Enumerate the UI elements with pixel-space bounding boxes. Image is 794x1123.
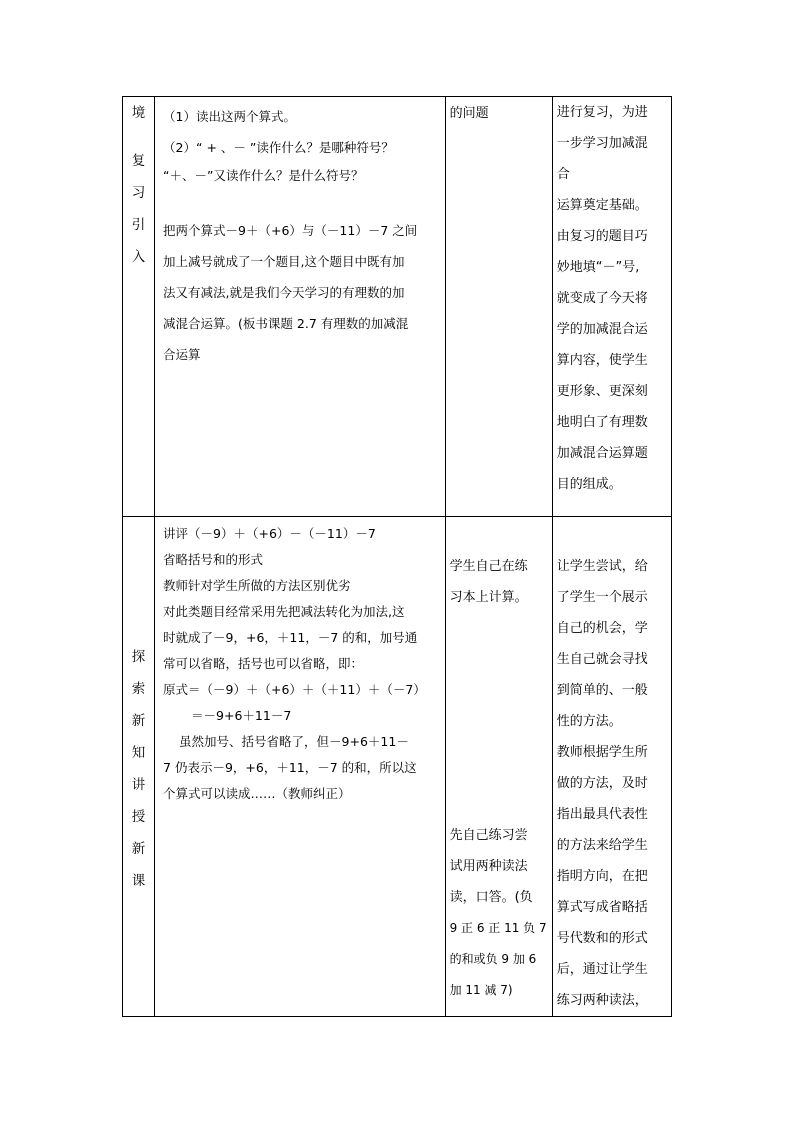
text-line: （1）读出这两个算式。 — [163, 109, 297, 124]
stage-label-char: 习 — [131, 185, 146, 201]
stage-label-char: 复 — [131, 153, 146, 169]
stage-label-char: 新 — [131, 713, 146, 729]
lesson-plan-table — [122, 96, 672, 1017]
text-line: 加减混合运算题 — [556, 446, 648, 461]
stage-label-char: 索 — [131, 681, 146, 697]
text-line: 算式写成省略括 — [556, 900, 648, 915]
text-line: 号代数和的形式 — [556, 931, 648, 946]
text-line: 到简单的、一般 — [556, 683, 648, 698]
text-line: 做的方法，及时 — [556, 776, 648, 791]
stage-label-char: 引 — [131, 217, 146, 233]
text-line: 后，通过让学生 — [556, 962, 648, 977]
text-line: ＝－9+6＋11－7 — [191, 708, 292, 723]
text-line: 减混合运算。(板书课题 2.7 有理数的加减混 — [163, 316, 409, 331]
text-line: 让学生尝试，给 — [556, 559, 648, 574]
teacher-activity-cell — [155, 97, 446, 517]
text-line: 时就成了－9，+6，＋11，－7 的和，加号通 — [163, 630, 418, 645]
text-line: 性的方法。 — [556, 714, 622, 729]
text-line: 7 仍表示－9，+6，＋11，－7 的和，所以这 — [163, 760, 417, 775]
text-line: 教师根据学生所 — [556, 745, 648, 760]
text-line: 指出最具代表性 — [556, 807, 648, 822]
text-line: 由复习的题目巧 — [556, 229, 648, 244]
student-activity-cell — [445, 97, 552, 517]
text-line: 的方法来给学生 — [556, 838, 648, 853]
text-line: 加上减号就成了一个题目,这个题目中既有加 — [163, 254, 405, 269]
text-line: 地明白了有理数 — [556, 415, 648, 430]
text-line: 个算式可以读成……（教师纠正） — [163, 786, 351, 801]
text-line: 妙地填“－”号, — [556, 260, 640, 275]
text-line: 试用两种读法 — [449, 859, 528, 874]
stage-label-char: 讲 — [131, 777, 146, 793]
student-activity-cell — [445, 517, 552, 1017]
table-row — [123, 97, 672, 517]
text-line: 了学生一个展示 — [556, 590, 648, 605]
text-line: （2）“ + 、－ ”读作什么？是哪种符号？ — [163, 140, 394, 155]
text-line: 生自己就会寻找 — [556, 652, 648, 667]
stage-label-cell — [123, 97, 155, 517]
text-line: 常可以省略，括号也可以省略，即： — [163, 656, 364, 671]
text-line: 的和或负 9 加 6 — [449, 952, 537, 966]
stage-label-char: 课 — [131, 873, 146, 889]
text-line: 进行复习，为进 — [556, 105, 648, 120]
text-line: 自己的机会，学 — [556, 621, 648, 636]
text-line: 目的组成。 — [556, 477, 622, 492]
text-line: 学的加减混合运 — [556, 322, 648, 337]
text-line: 先自己练习尝 — [449, 828, 528, 843]
text-line: 指明方向，在把 — [556, 869, 648, 884]
table-row — [123, 517, 672, 1017]
text-line: 更形象、更深刻 — [556, 384, 648, 399]
text-line: 合 — [556, 167, 570, 182]
text-line: 省略括号和的形式 — [163, 552, 264, 567]
text-line: 习本上计算。 — [449, 590, 528, 605]
stage-label-char: 新 — [131, 841, 146, 857]
text-line: 合运算 — [163, 347, 201, 362]
text-line: 原式＝（－9）＋（+6）＋（＋11）＋（－7） — [163, 682, 426, 697]
text-line: 讲评（－9）＋（+6）－（－11）－7 — [163, 526, 376, 541]
text-line: 的问题 — [449, 106, 489, 121]
text-line: 练习两种读法， — [556, 993, 648, 1008]
text-line: 一步学习加减混 — [556, 136, 648, 151]
text-line: 学生自己在练 — [449, 559, 528, 574]
text-line: 法又有减法,就是我们今天学习的有理数的加 — [163, 285, 405, 300]
text-line: “＋、－”又读作什么？是什么符号？ — [163, 168, 364, 183]
stage-label-char: 探 — [131, 649, 146, 665]
text-line: 把两个算式－9＋（+6）与（－11）－7 之间 — [163, 223, 418, 238]
text-line: 算内容，使学生 — [556, 353, 648, 368]
text-line: 对此类题目经常采用先把减法转化为加法,这 — [163, 604, 405, 619]
text-line: 加 11 减 7) — [449, 983, 513, 997]
design-intent-cell — [552, 97, 671, 517]
teacher-activity-cell — [155, 517, 446, 1017]
stage-label-cell — [123, 517, 155, 1017]
stage-label-char: 知 — [131, 745, 146, 761]
stage-label-char: 授 — [131, 809, 146, 825]
text-line: 运算奠定基础。 — [556, 198, 648, 213]
text-line: 读，口答。(负 — [449, 890, 533, 905]
stage-label-char: 入 — [131, 249, 146, 265]
text-line: 教师针对学生所做的方法区别优劣 — [163, 578, 351, 593]
stage-label-char: 境 — [131, 105, 146, 121]
design-intent-cell — [552, 517, 671, 1017]
text-line: 9 正 6 正 11 负 7 — [449, 921, 547, 935]
text-line: 虽然加号、括号省略了，但－9+6＋11－ — [179, 734, 409, 749]
text-line: 就变成了今天将 — [556, 291, 648, 306]
